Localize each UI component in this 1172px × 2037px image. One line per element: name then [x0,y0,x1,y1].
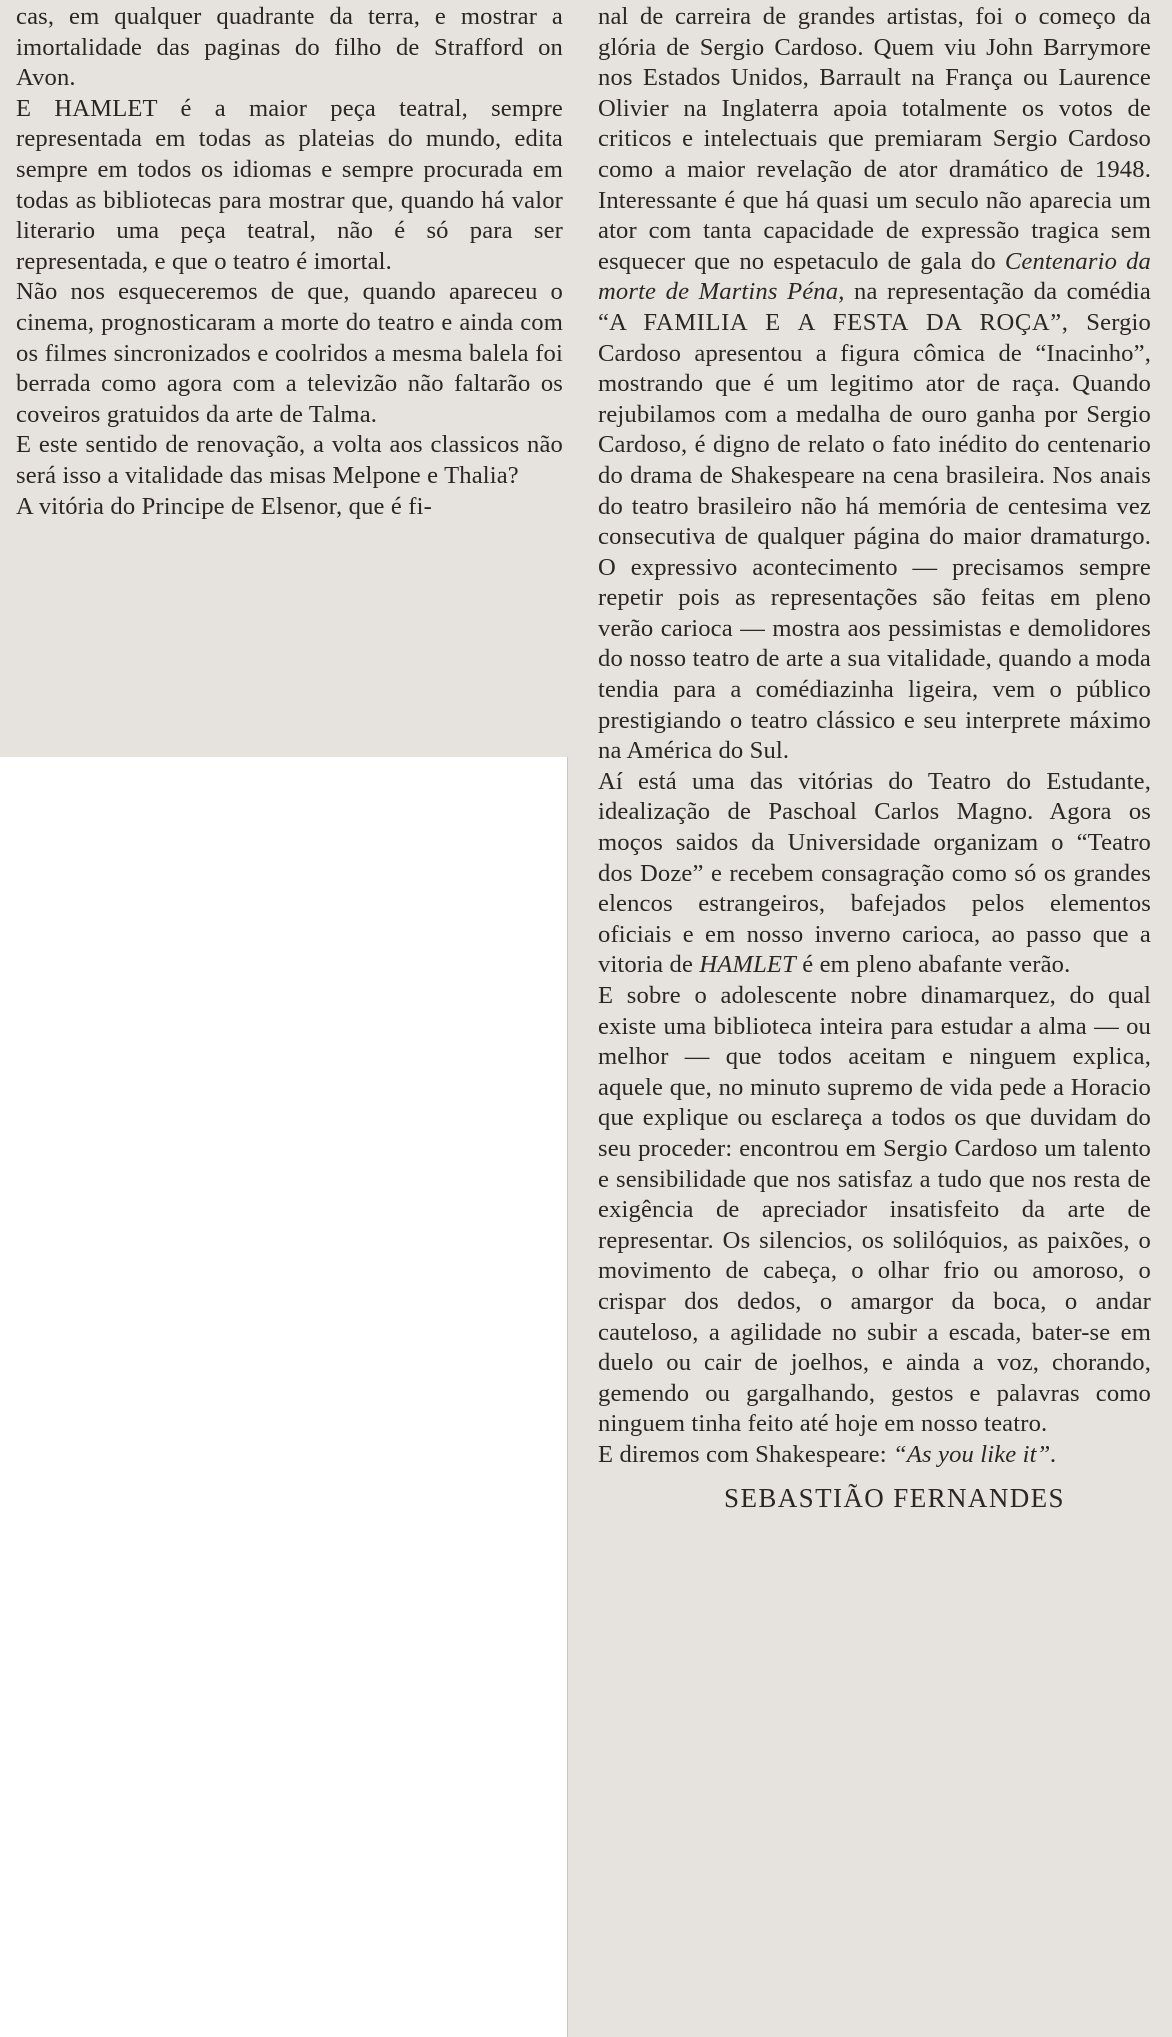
italic-title: Centenario da morte de Martins Péna, [598,247,1151,306]
paragraph [598,1440,1151,1471]
text-run: nal de carreira de grandes artistas, foi o começo da glória de Sergio Cardoso. Quem viu John Barrymore nos Estados Unidos, Barrault na França ou Laurence Olivier na Inglaterra apoia totalmente os votos de criticos e intelectuais que premiaram Sergio Cardoso como a maior revelação de ator dramático de 1948. Interessante é que há quasi um seculo não aparecia um ator com tanta capacidade de expressão tragica sem esquecer que no espetaculo de gala do [598,3,1151,275]
text-run: Sergio Cardoso apresentou a figura cômica de “Inacinho”, mostrando que é um legitimo ator de raça. Quando rejubilamos com a medalha de ouro ganha por Sergio Cardoso, é digno de relato o fato inédito do centenario do drama de Shakespeare na cena brasileira. Nos anais do teatro brasileiro não há memória de centesima vez consecutiva de qualquer página do maior dramaturgo. O expressivo acontecimento — precisamos sempre repetir pois as representações são feitas em pleno verão carioca — mostra aos pessimistas e demolidores do nosso teatro de arte a sua vitalidade, quando a moda tendia para a comédiazinha ligeira, vem o público prestigiando o teatro clássico e seu interprete máximo na América do Sul. [598,308,1151,765]
left-column-clipping [0,0,567,757]
text-run: na representação da comédia “A [598,278,1151,336]
paragraph: cas, em qualquer quadrante da terra, e mostrar a imortalidade das paginas do filho de Strafford on Avon. [16,3,563,92]
paragraph: Não nos esqueceremos de que, quando apareceu o cinema, prognosticaram a morte do teatro e ainda com os filmes sincronizados e coolridos a mesma balela foi berrada como agora com a televizão não faltarão os coveiros gratuidos da arte de Talma. [16,278,563,428]
left-column-text [16,2,563,522]
clipping-edge [567,757,568,2037]
paragraph [598,767,1151,981]
paragraph: E este sentido de renovação, a volta aos classicos não será isso a vitalidade das misas Melpone e Thalia? [16,431,563,489]
text-run: E diremos com Shakespeare: [598,1440,887,1468]
paragraph: E HAMLET é a maior peça teatral, sempre representada em todas as plateias do mundo, edita sempre em todos os idiomas e sempre procurada em todas as bibliotecas para mostrar que, quando há valor literario uma peça teatral, não é só para ser representada, e que o teatro é imortal. [16,94,563,275]
right-column-text [598,2,1151,1471]
paragraph: E sobre o adolescente nobre dinamarquez, do qual existe uma biblioteca inteira para estudar a alma — ou melhor — que todos aceitam e ninguem explica, aquele que, no minuto supremo de vida pede a Horacio que explique ou esclareça a todos os que duvidam do seu proceder: encontrou em Sergio Cardoso um talento e sensibilidade que nos satisfaz a tudo que nos resta de exigência de apreciador insatisfeito da arte de representar. Os silencios, os solilóquios, as paixões, o movimento de cabeça, o olhar frio ou amoroso, o crispar dos dedos, o amargor da boca, o andar cauteloso, a agilidade no subir a escada, bater-se em duelo ou cair de joelhos, e ainda a voz, chorando, gemendo ou gargalhando, gestos e palavras como ninguem tinha feito até hoje em nosso teatro. [598,982,1151,1438]
paragraph [598,2,1151,767]
italic-quote: “As you like it”. [893,1440,1057,1468]
right-column-clipping [567,0,1172,2037]
italic-title: HAMLET [699,951,796,979]
play-title-caps: FAMILIA E A FESTA DA ROÇA”, [643,308,1069,336]
text-run: Aí está uma das vitórias do Teatro do Estudante, idealização de Paschoal Carlos Magno. Agora os moços saidos da Universidade organizam o “Teatro dos Doze” e recebem consagração como só os grandes elencos estrangeiros, bafejados pelos elementos oficiais e em nosso inverno carioca, ao passo que a vitoria de [598,767,1151,979]
text-run: é em pleno abafante verão. [802,951,1071,979]
paragraph: A vitória do Principe de Elsenor, que é fi- [16,492,432,520]
author-signature: SEBASTIÃO FERNANDES [724,1482,1065,1513]
